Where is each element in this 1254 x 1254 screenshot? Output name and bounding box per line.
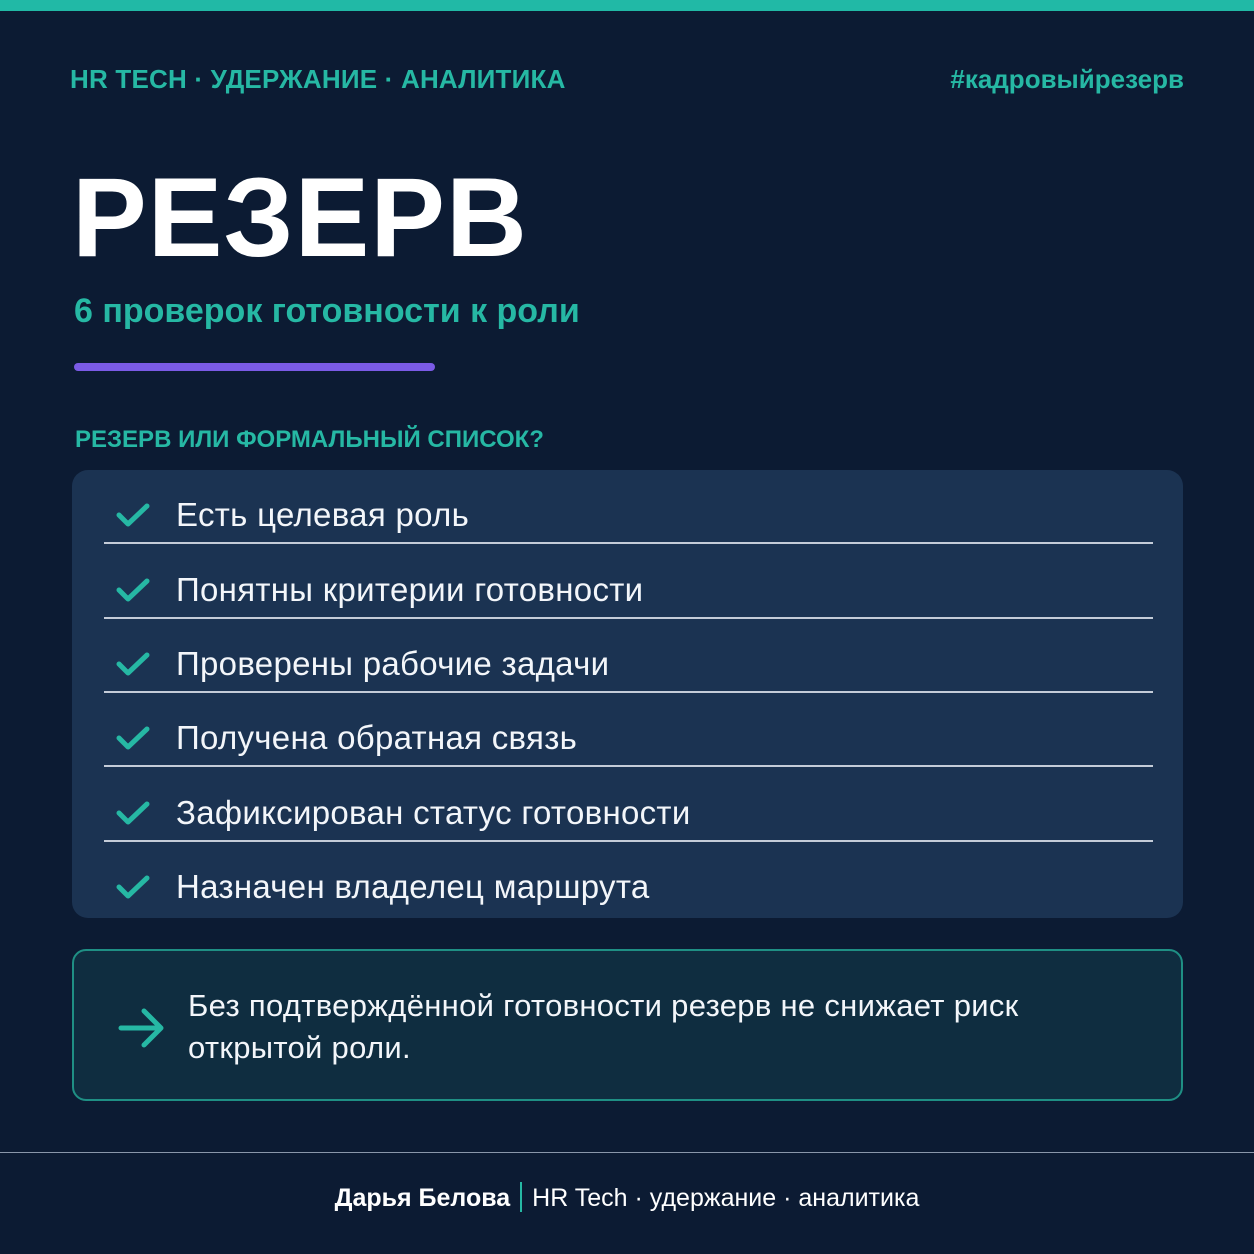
footer [0,1182,1254,1213]
footer-author: Дарья Белова [334,1184,511,1212]
callout-box [72,949,1183,1101]
footer-separator [520,1182,522,1212]
checklist-item-label: Проверены рабочие задачи [176,645,610,682]
checklist-item-label: Зафиксирован статус готовности [176,794,691,831]
checklist-item [104,768,1153,842]
page-subtitle: 6 проверок готовности к роли [74,292,580,330]
divider [104,765,1153,767]
divider [104,542,1153,544]
checklist-item-label: Есть целевая роль [176,496,470,533]
checklist-item-label: Понятны критерии готовности [176,571,644,608]
footer-divider [0,1152,1254,1153]
check-icon [116,800,150,826]
checklist-item [104,842,1153,916]
callout-text: Без подтверждённой готовности резерв не снижает риск открытой роли. [188,988,1019,1065]
header-eyebrow: HR TECH · УДЕРЖАНИЕ · АНАЛИТИКА [70,64,566,94]
header-hashtag: #кадровыйрезерв [950,64,1184,94]
top-accent-stripe [0,0,1254,11]
footer-tagline: HR Tech · удержание · аналитика [532,1184,920,1212]
section-label: РЕЗЕРВ ИЛИ ФОРМАЛЬНЫЙ СПИСОК? [75,426,544,453]
checklist-card [72,470,1183,918]
check-icon [116,577,150,603]
check-icon [116,651,150,677]
check-icon [116,502,150,528]
accent-underline [74,363,435,371]
page-title: РЕЗЕРВ [72,155,528,280]
checklist-item [104,470,1153,544]
checklist-item [104,545,1153,619]
checklist-item-label: Назначен владелец маршрута [176,868,650,905]
checklist-item [104,619,1153,693]
checklist-item-label: Получена обратная связь [176,719,578,756]
check-icon [116,725,150,751]
arrow-right-icon [118,1007,166,1049]
checklist-item [104,693,1153,767]
check-icon [116,874,150,900]
